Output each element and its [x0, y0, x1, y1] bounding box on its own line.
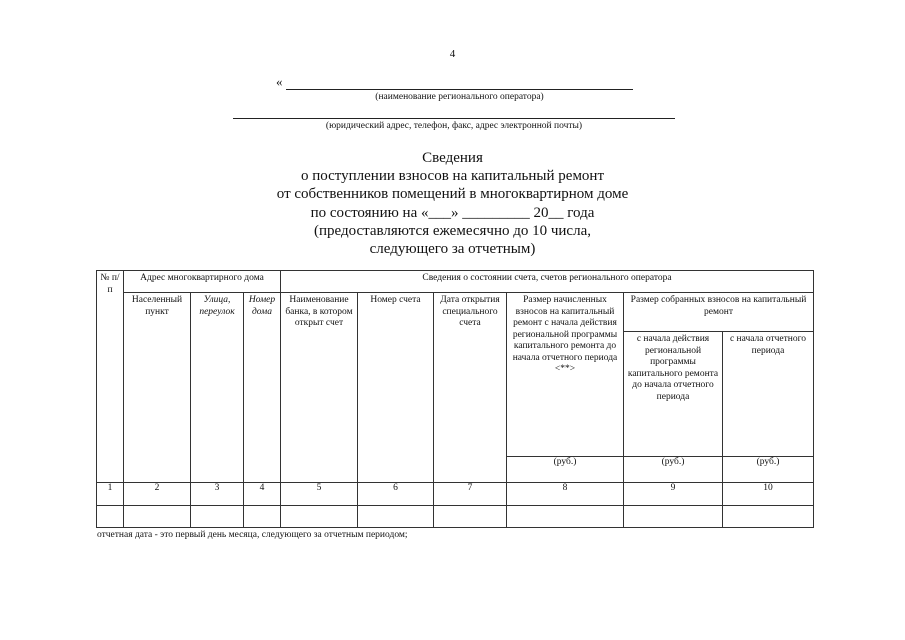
unit-collected-period: (руб.) [723, 457, 814, 483]
header-address-group: Адрес многоквартирного дома [124, 271, 281, 293]
unit-accrued: (руб.) [507, 457, 624, 483]
empty-cell [191, 506, 244, 528]
address-line [233, 118, 675, 119]
empty-cell [124, 506, 191, 528]
title-line: о поступлении взносов на капитальный ремонт [300, 168, 605, 185]
title-line: Сведения [422, 150, 483, 166]
header-bank-name: Наименование банка, в котором открыт счет [281, 293, 358, 483]
title-line: (предоставляются ежемесячно до 10 числа, [313, 222, 591, 239]
empty-cell [97, 506, 124, 528]
header-opening-date: Дата открытия специального счета [434, 293, 507, 483]
page-number: 4 [449, 48, 456, 60]
empty-cell [244, 506, 281, 528]
title-line: следующего за отчетным) [369, 241, 536, 258]
header-house-number: Номер дома [244, 293, 281, 483]
header-settlement: Населенный пункт [124, 293, 191, 483]
empty-cell [281, 506, 358, 528]
footnote: отчетная дата - это первый день месяца, следующего за отчетным периодом; [97, 530, 408, 540]
column-number: 10 [723, 483, 814, 506]
column-number: 4 [244, 483, 281, 506]
header-row-number: № п/п [97, 271, 124, 483]
header-street: Улица, переулок [191, 293, 244, 483]
header-account-group: Сведения о состоянии счета, счетов регионального оператора [281, 271, 814, 293]
title-line: по состоянию на «___» _________ 20__ года [310, 204, 595, 221]
operator-quote-mark: « [276, 74, 283, 89]
header-collected-since-program: с начала действия региональной программы капитального ремонта до начала отчетного периода [624, 332, 723, 457]
header-collected-since-period: с начала отчетного периода [723, 332, 814, 457]
title-line: от собственников помещений в многоквартирном доме [276, 186, 629, 203]
column-number: 5 [281, 483, 358, 506]
column-number: 6 [358, 483, 434, 506]
empty-cell [507, 506, 624, 528]
contributions-table [96, 270, 814, 528]
empty-cell [723, 506, 814, 528]
column-number: 9 [624, 483, 723, 506]
header-account-number: Номер счета [358, 293, 434, 483]
document-title [0, 149, 905, 258]
operator-name-line [286, 89, 633, 90]
table-row [97, 506, 814, 528]
address-caption: (юридический адрес, телефон, факс, адрес электронной почты) [325, 121, 583, 131]
empty-cell [434, 506, 507, 528]
column-number: 2 [124, 483, 191, 506]
column-number: 8 [507, 483, 624, 506]
operator-name-caption: (наименование регионального оператора) [375, 92, 544, 102]
empty-cell [358, 506, 434, 528]
empty-cell [624, 506, 723, 528]
column-number: 3 [191, 483, 244, 506]
header-accrued: Размер начисленных взносов на капитальный ремонт с начала действия региональной программы капитального ремонта до начала отчетного периода <**> [507, 293, 624, 457]
header-collected-group: Размер собранных взносов на капитальный ремонт [624, 293, 814, 332]
unit-collected-program: (руб.) [624, 457, 723, 483]
column-number: 1 [97, 483, 124, 506]
column-number: 7 [434, 483, 507, 506]
